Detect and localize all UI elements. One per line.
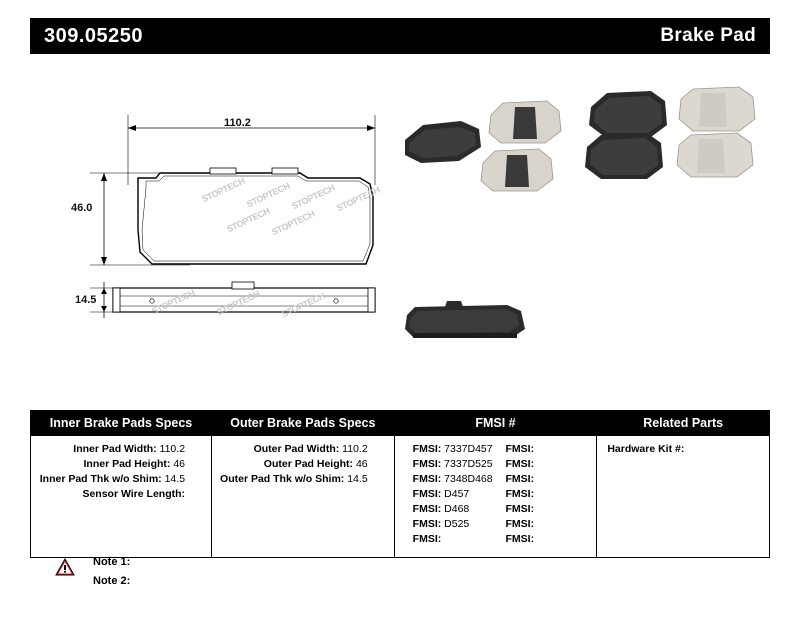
fmsi-column-right — [496, 442, 589, 547]
specification-table — [30, 410, 770, 558]
part-number: 309.05250 — [44, 24, 144, 47]
fmsi-label: FMSI: — [505, 488, 535, 500]
spec-row — [39, 487, 203, 502]
cell-fmsi — [394, 436, 597, 558]
spec-label: Outer Pad Height: — [263, 458, 354, 470]
fmsi-label: FMSI: — [412, 473, 442, 485]
fmsi-label: FMSI: — [505, 518, 535, 530]
spec-label: Inner Pad Width: — [73, 443, 157, 455]
spec-label: Sensor Wire Length: — [82, 488, 186, 500]
column-header-related-parts: Related Parts — [597, 411, 770, 436]
related-part-row — [605, 442, 761, 457]
dimension-height-label: 46.0 — [71, 202, 93, 214]
column-header-outer-specs: Outer Brake Pads Specs — [212, 411, 395, 436]
fmsi-label: FMSI: — [412, 443, 442, 455]
note-row — [55, 575, 355, 594]
fmsi-label: FMSI: — [505, 473, 535, 485]
pad-photo-side — [405, 301, 525, 338]
fmsi-value: D525 — [444, 518, 470, 530]
fmsi-row — [403, 487, 496, 502]
document-header — [30, 18, 770, 54]
fmsi-row — [403, 457, 496, 472]
pad-side-view — [113, 288, 375, 312]
fmsi-row — [403, 532, 496, 547]
spec-value: 110.2 — [159, 443, 186, 455]
spec-label: Outer Pad Width: — [253, 443, 340, 455]
spec-row — [220, 472, 386, 487]
spec-row — [39, 457, 203, 472]
watermark: STOPTECH — [200, 175, 247, 205]
spec-label: Inner Pad Height: — [83, 458, 171, 470]
fmsi-row — [496, 532, 589, 547]
fmsi-column-left — [403, 442, 496, 547]
fmsi-row — [403, 442, 496, 457]
fmsi-value: 7337D457 — [444, 443, 493, 455]
table-header-row — [31, 411, 770, 436]
note-2-label: Note 2: — [93, 575, 131, 587]
fmsi-label: FMSI: — [412, 458, 442, 470]
notes-section — [55, 556, 355, 594]
watermark: STOPTECH — [270, 208, 317, 238]
fmsi-label: FMSI: — [412, 533, 442, 545]
fmsi-value: D468 — [444, 503, 470, 515]
watermark: STOPTECH — [225, 205, 272, 235]
spec-value: 110.2 — [342, 443, 368, 455]
fmsi-label: FMSI: — [412, 518, 442, 530]
pad-photos — [395, 85, 775, 385]
fmsi-row — [496, 457, 589, 472]
spec-row — [220, 442, 386, 457]
fmsi-value: 7337D525 — [444, 458, 493, 470]
note-1-label: Note 1: — [93, 556, 131, 568]
pad-photo-group-left — [405, 101, 561, 191]
warning-icon — [55, 558, 75, 576]
spec-label: Outer Pad Thk w/o Shim: — [220, 473, 345, 485]
pad-front-view — [138, 173, 373, 264]
watermark: STOPTECH — [150, 287, 197, 317]
column-header-fmsi: FMSI # — [394, 411, 597, 436]
spec-label: Inner Pad Thk w/o Shim: — [39, 473, 162, 485]
watermark: STOPTECH — [280, 290, 327, 320]
fmsi-value: D457 — [444, 488, 470, 500]
fmsi-row — [496, 517, 589, 532]
watermark: STOPTECH — [245, 180, 292, 210]
watermark: STOPTECH — [215, 288, 262, 318]
spec-row — [39, 442, 203, 457]
column-header-inner-specs: Inner Brake Pads Specs — [31, 411, 212, 436]
product-drawing-area — [0, 60, 800, 390]
fmsi-label: FMSI: — [505, 458, 535, 470]
fmsi-row — [496, 487, 589, 502]
spec-value: 46 — [173, 458, 186, 470]
fmsi-label: FMSI: — [412, 488, 442, 500]
spec-row — [39, 472, 203, 487]
product-type: Brake Pad — [660, 25, 756, 46]
fmsi-row — [403, 502, 496, 517]
cell-outer-specs — [212, 436, 395, 558]
cell-related-parts — [597, 436, 770, 558]
fmsi-label: FMSI: — [412, 503, 442, 515]
spec-row — [220, 457, 386, 472]
fmsi-label: FMSI: — [505, 443, 535, 455]
fmsi-row — [496, 472, 589, 487]
watermark: STOPTECH — [290, 182, 337, 212]
related-part-label: Hardware Kit #: — [607, 443, 685, 455]
fmsi-row — [403, 517, 496, 532]
dimension-thickness-label: 14.5 — [75, 294, 97, 306]
cell-inner-specs — [31, 436, 212, 558]
watermark: STOPTECH — [335, 184, 382, 214]
dimension-width-label: 110.2 — [224, 117, 251, 129]
spec-value: 14.5 — [347, 473, 368, 485]
table-body-row — [31, 436, 770, 558]
fmsi-label: FMSI: — [505, 503, 535, 515]
fmsi-row — [496, 442, 589, 457]
fmsi-value: 7348D468 — [444, 473, 493, 485]
note-row — [55, 556, 355, 575]
fmsi-row — [496, 502, 589, 517]
spec-value: 14.5 — [164, 473, 186, 485]
pad-photo-group-right — [585, 87, 755, 179]
fmsi-row — [403, 472, 496, 487]
spec-value: 46 — [355, 458, 368, 470]
fmsi-label: FMSI: — [505, 533, 535, 545]
